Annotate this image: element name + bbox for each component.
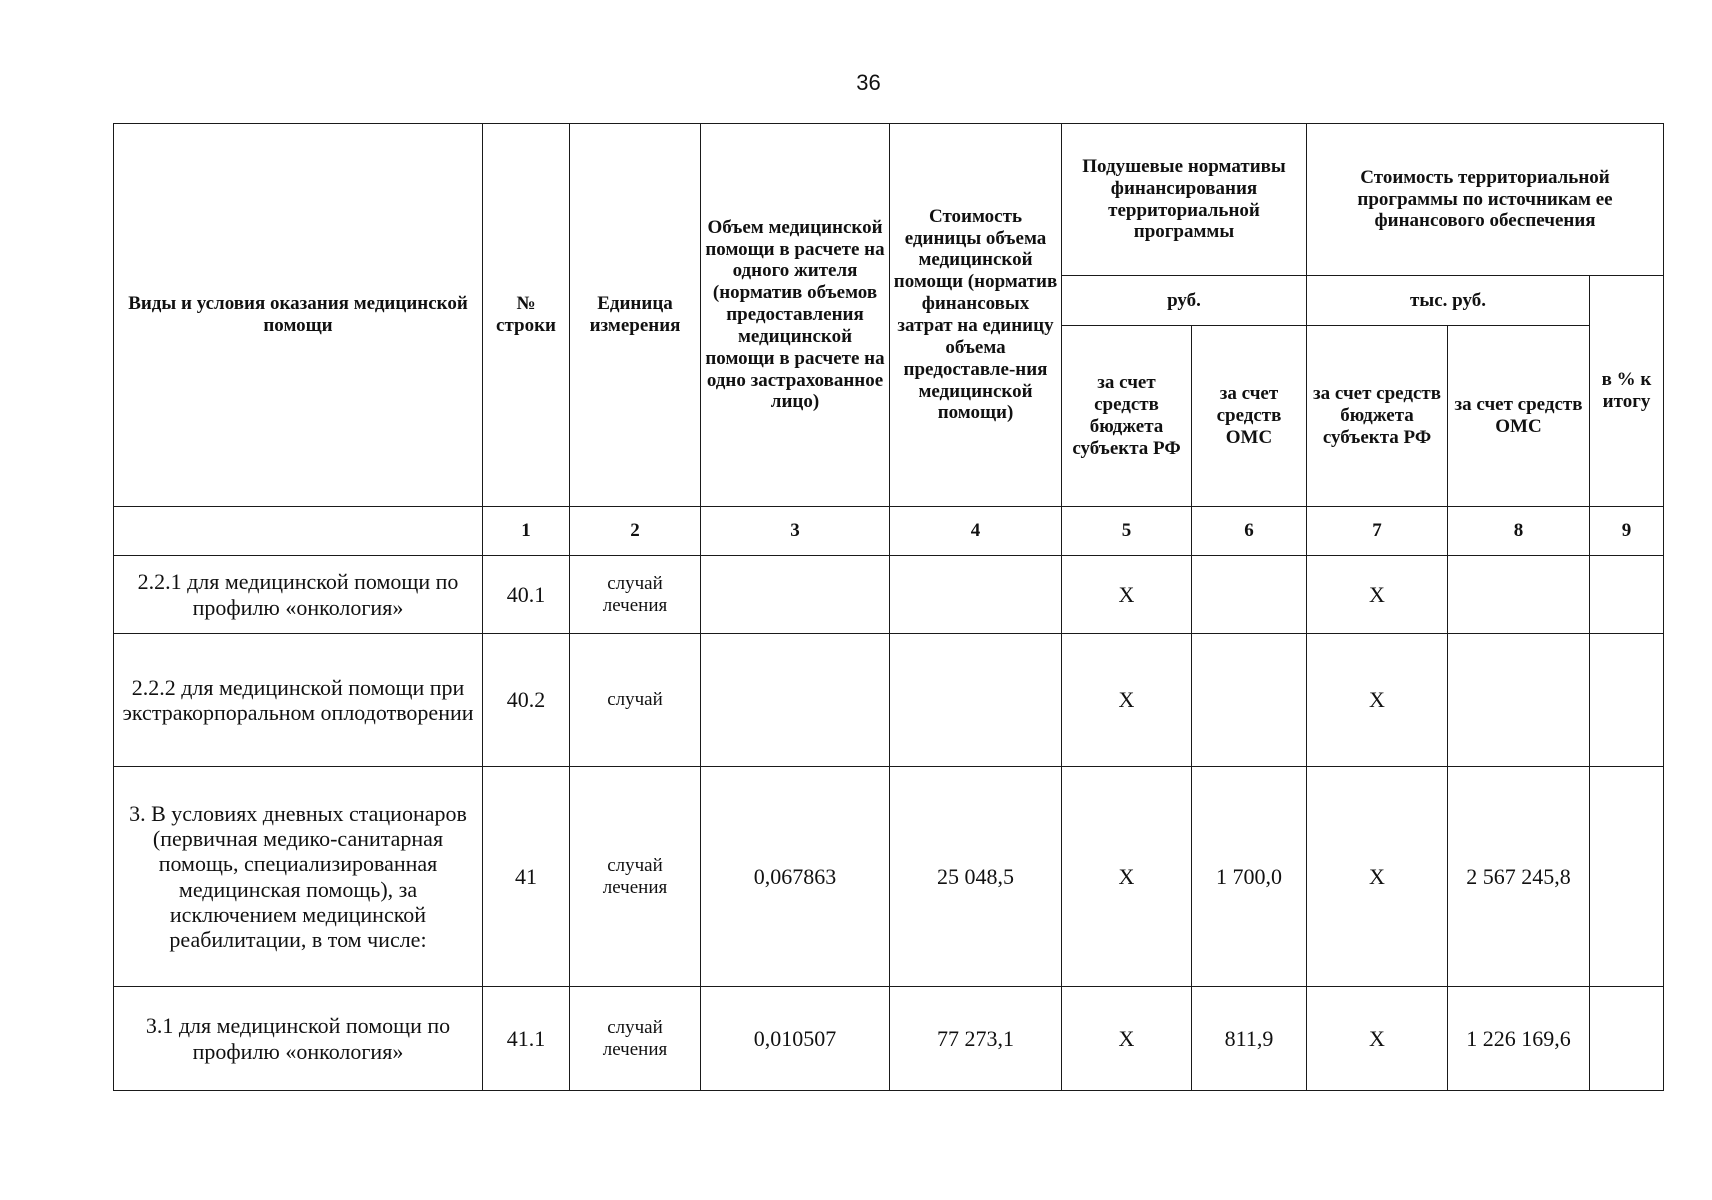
row-per-capita-budget: X bbox=[1062, 987, 1192, 1091]
row-per-capita-budget: X bbox=[1062, 767, 1192, 987]
header-percent-of-total: в % к итогу bbox=[1590, 276, 1664, 507]
row-percent bbox=[1590, 556, 1664, 634]
header-types-of-care: Виды и условия оказания медицинской помощи bbox=[114, 124, 483, 507]
header-program-oms: за счет средств ОМС bbox=[1448, 326, 1590, 507]
row-per-capita-oms bbox=[1192, 556, 1307, 634]
column-number: 4 bbox=[890, 507, 1062, 556]
column-number: 9 bbox=[1590, 507, 1664, 556]
row-label: 3. В условиях дневных стационаров (первичная медико-санитарная помощь, специализированная медицинская помощь), за исключением медицинской реабилитации, в том числе: bbox=[114, 767, 483, 987]
column-number: 3 bbox=[701, 507, 890, 556]
row-volume: 0,067863 bbox=[701, 767, 890, 987]
header-per-capita-group: Подушевые нормативы финансирования территориальной программы bbox=[1062, 124, 1307, 276]
row-per-capita-budget: X bbox=[1062, 634, 1192, 767]
row-unit-cost: 77 273,1 bbox=[890, 987, 1062, 1091]
row-per-capita-oms: 811,9 bbox=[1192, 987, 1307, 1091]
column-number: 8 bbox=[1448, 507, 1590, 556]
row-program-budget: X bbox=[1307, 556, 1448, 634]
row-number: 41.1 bbox=[483, 987, 570, 1091]
table-row bbox=[114, 556, 1664, 634]
header-per-capita-oms: за счет средств ОМС bbox=[1192, 326, 1307, 507]
header-program-budget: за счет средств бюджета субъекта РФ bbox=[1307, 326, 1448, 507]
row-unit: случай bbox=[570, 634, 701, 767]
header-unit: Единица измерения bbox=[570, 124, 701, 507]
row-number: 40.1 bbox=[483, 556, 570, 634]
row-label: 2.2.2 для медицинской помощи при экстракорпоральном оплодотворении bbox=[114, 634, 483, 767]
column-number: 1 bbox=[483, 507, 570, 556]
header-unit-rub: руб. bbox=[1062, 276, 1307, 326]
row-percent bbox=[1590, 634, 1664, 767]
row-label: 3.1 для медицинской помощи по профилю «онкология» bbox=[114, 987, 483, 1091]
row-volume bbox=[701, 634, 890, 767]
header-program-cost-group: Стоимость территориальной программы по источникам ее финансового обеспечения bbox=[1307, 124, 1664, 276]
row-program-oms bbox=[1448, 634, 1590, 767]
header-unit-cost: Стоимость единицы объема медицинской помощи (норматив финансовых затрат на единицу объема предоставле-ния медицинской помощи) bbox=[890, 124, 1062, 507]
row-unit-cost bbox=[890, 634, 1062, 767]
row-program-budget: X bbox=[1307, 634, 1448, 767]
header-per-capita-budget: за счет средств бюджета субъекта РФ bbox=[1062, 326, 1192, 507]
row-number: 41 bbox=[483, 767, 570, 987]
row-unit-cost bbox=[890, 556, 1062, 634]
row-label: 2.2.1 для медицинской помощи по профилю «онкология» bbox=[114, 556, 483, 634]
row-program-oms: 2 567 245,8 bbox=[1448, 767, 1590, 987]
row-program-oms: 1 226 169,6 bbox=[1448, 987, 1590, 1091]
table-row bbox=[114, 634, 1664, 767]
row-program-budget: X bbox=[1307, 767, 1448, 987]
row-number: 40.2 bbox=[483, 634, 570, 767]
column-number: 6 bbox=[1192, 507, 1307, 556]
row-per-capita-oms bbox=[1192, 634, 1307, 767]
row-program-oms bbox=[1448, 556, 1590, 634]
row-unit: случай лечения bbox=[570, 987, 701, 1091]
header-unit-thousand-rub: тыс. руб. bbox=[1307, 276, 1590, 326]
row-per-capita-budget: X bbox=[1062, 556, 1192, 634]
column-number-empty bbox=[114, 507, 483, 556]
row-volume: 0,010507 bbox=[701, 987, 890, 1091]
table-row bbox=[114, 987, 1664, 1091]
row-program-budget: X bbox=[1307, 987, 1448, 1091]
header-volume: Объем медицинской помощи в расчете на одного жителя (норматив объемов предоставления медицинской помощи в расчете на одно застрахованное лицо) bbox=[701, 124, 890, 507]
row-unit-cost: 25 048,5 bbox=[890, 767, 1062, 987]
column-number: 7 bbox=[1307, 507, 1448, 556]
table-row bbox=[114, 767, 1664, 987]
page-number: 36 bbox=[856, 70, 881, 95]
row-percent bbox=[1590, 767, 1664, 987]
row-volume bbox=[701, 556, 890, 634]
column-number: 2 bbox=[570, 507, 701, 556]
territorial-program-table bbox=[113, 123, 1664, 1091]
row-per-capita-oms: 1 700,0 bbox=[1192, 767, 1307, 987]
column-number: 5 bbox=[1062, 507, 1192, 556]
row-percent bbox=[1590, 987, 1664, 1091]
header-row-number: № строки bbox=[483, 124, 570, 507]
row-unit: случай лечения bbox=[570, 767, 701, 987]
row-unit: случай лечения bbox=[570, 556, 701, 634]
